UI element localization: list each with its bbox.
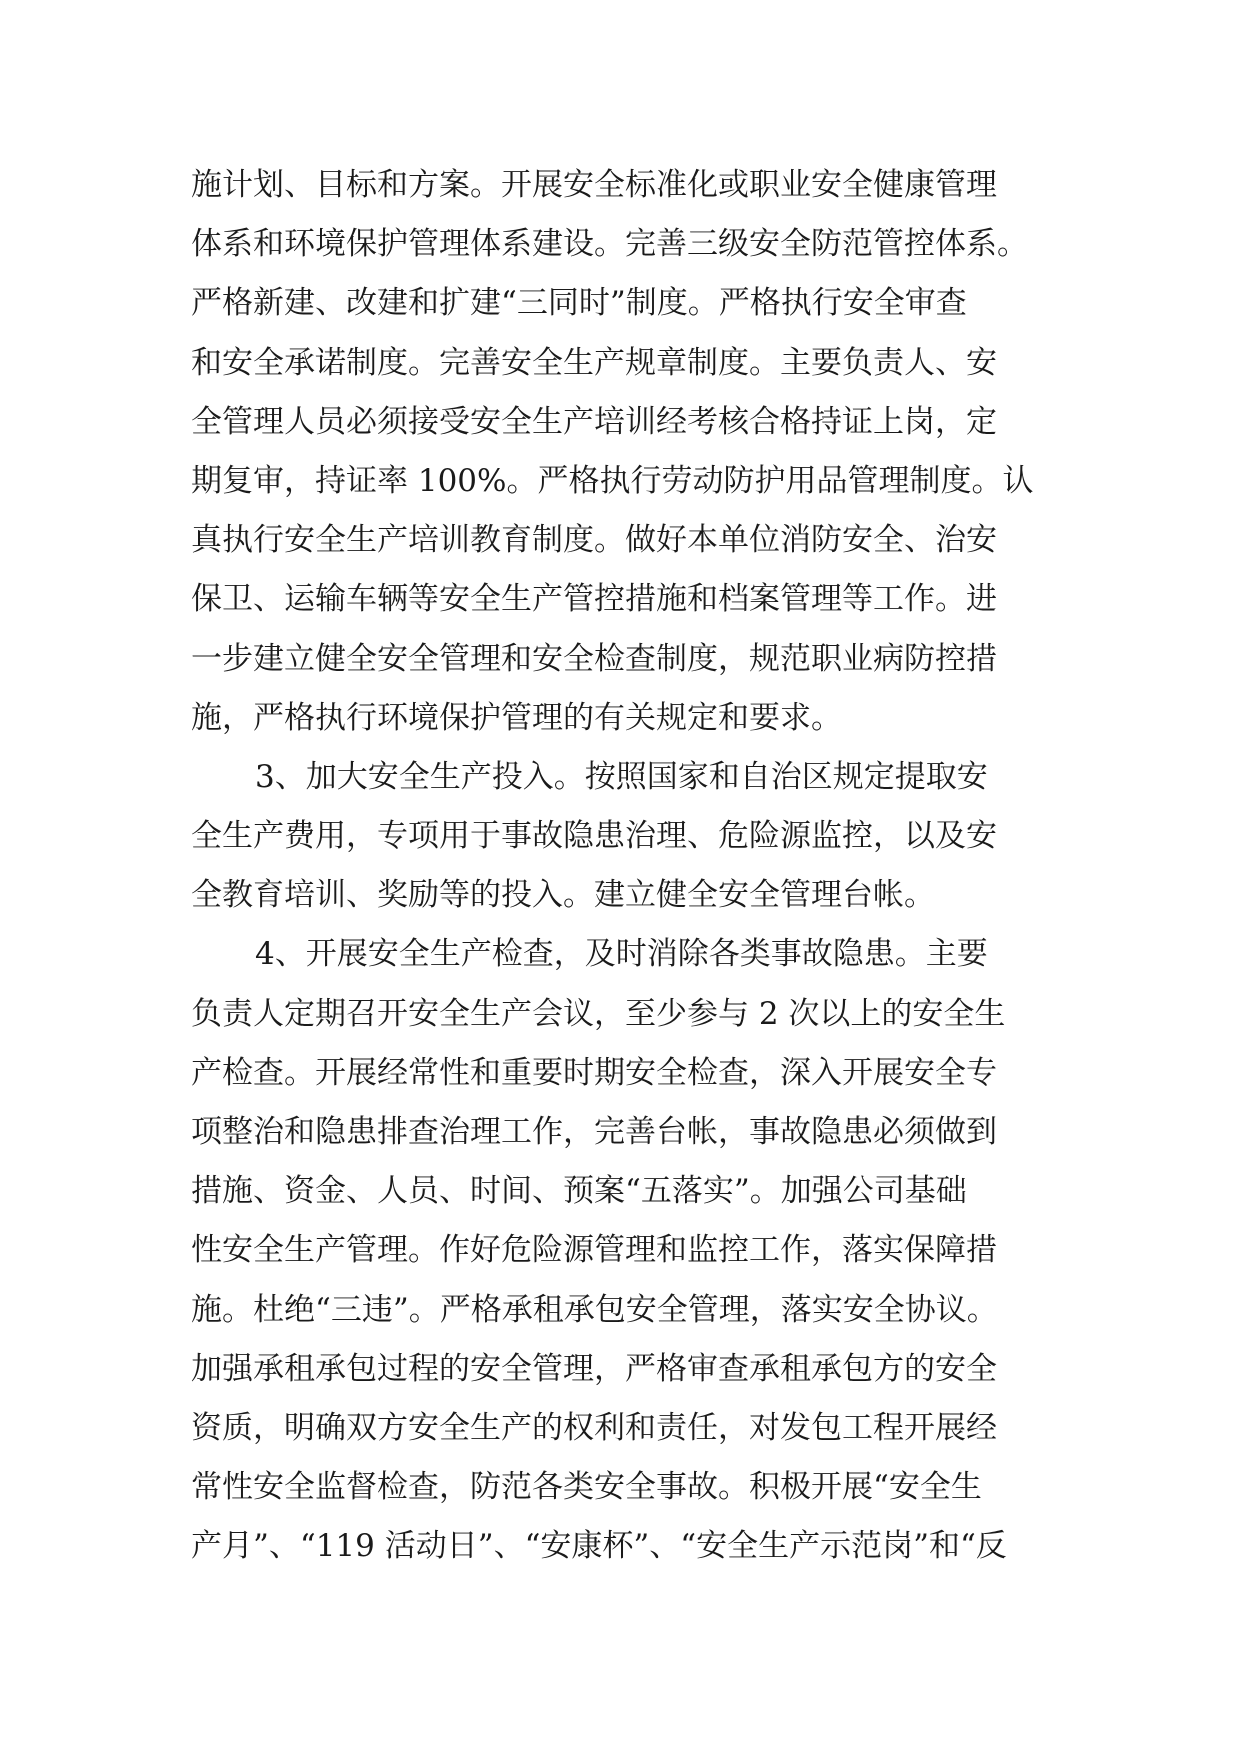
text-line: 全教育培训、奖励等的投入。建立健全安全管理台帐。 xyxy=(191,877,935,914)
body-text xyxy=(191,156,1071,1577)
text-line: 保卫、运输车辆等安全生产管控措施和档案管理等工作。进 xyxy=(191,581,997,618)
text-line: 一步建立健全安全管理和安全检查制度，规范职业病防控措 xyxy=(191,640,997,677)
text-line: 施，严格执行环境保护管理的有关规定和要求。 xyxy=(191,699,842,736)
text-line: 和安全承诺制度。完善安全生产规章制度。主要负责人、安 xyxy=(191,344,997,381)
text-line: 施计划、目标和方案。开展安全标准化或职业安全健康管理 xyxy=(191,167,997,203)
text-line: 负责人定期召开安全生产会议，至少参与 2 次以上的安全生 xyxy=(191,995,1006,1032)
text-line: 资质，明确双方安全生产的权利和责任，对发包工程开展经 xyxy=(191,1409,997,1446)
text-line: 施。杜绝“三违”。严格承租承包安全管理，落实安全协议。 xyxy=(191,1291,998,1328)
text-line: 严格新建、改建和扩建“三同时”制度。严格执行安全审查 xyxy=(191,285,967,322)
text-line: 常性安全监督检查，防范各类安全事故。积极开展“安全生 xyxy=(191,1469,982,1506)
text-line: 真执行安全生产培训教育制度。做好本单位消防安全、治安 xyxy=(191,522,997,559)
text-line: 产检查。开展经常性和重要时期安全检查，深入开展安全专 xyxy=(191,1054,997,1091)
text-line: 措施、资金、人员、时间、预案“五落实”。加强公司基础 xyxy=(191,1173,967,1210)
text-line: 期复审，持证率 100%。严格执行劳动防护用品管理制度。认 xyxy=(191,462,1034,499)
text-line: 产月”、“119 活动日”、“安康杯”、“安全生产示范岗”和“反 xyxy=(191,1528,1007,1565)
text-line: 全管理人员必须接受安全生产培训经考核合格持证上岗，定 xyxy=(191,403,997,440)
text-line: 加强承租承包过程的安全管理，严格审查承租承包方的安全 xyxy=(191,1350,997,1387)
paragraph-first-line: 4、开展安全生产检查，及时消除各类事故隐患。主要 xyxy=(255,936,988,973)
text-line: 体系和环境保护管理体系建设。完善三级安全防范管控体系。 xyxy=(191,226,1028,263)
text-line: 性安全生产管理。作好危险源管理和监控工作，落实保障措 xyxy=(191,1232,997,1269)
text-line: 全生产费用，专项用于事故隐患治理、危险源监控，以及安 xyxy=(191,818,997,855)
text-line: 项整治和隐患排查治理工作，完善台帐，事故隐患必须做到 xyxy=(191,1114,997,1150)
paragraph-first-line: 3、加大安全生产投入。按照国家和自治区规定提取安 xyxy=(255,758,988,795)
